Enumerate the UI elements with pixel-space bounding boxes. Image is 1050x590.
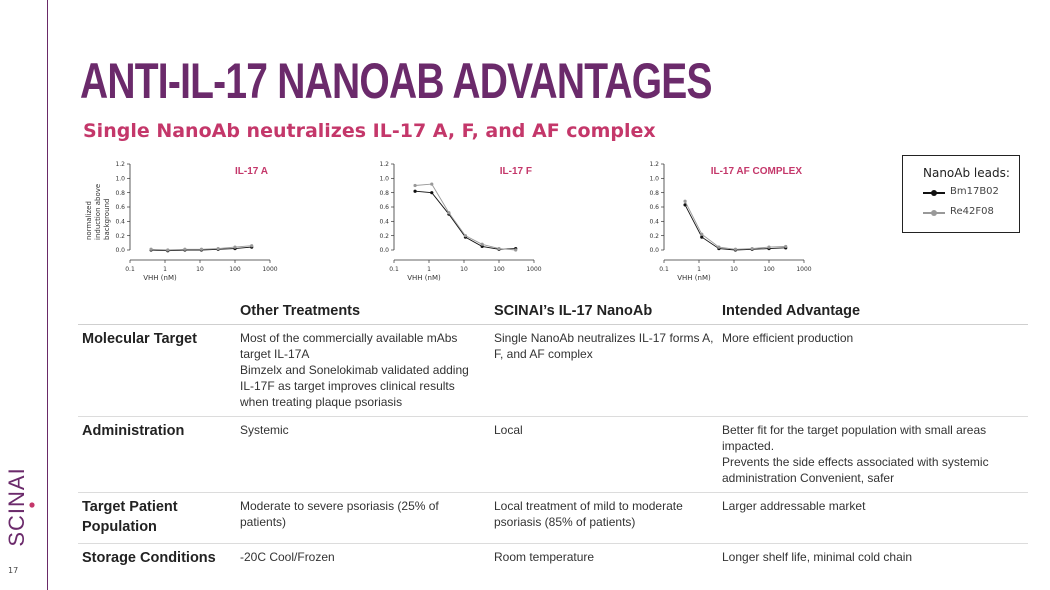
y-tick-label: 0.6: [115, 204, 125, 212]
y-tick-label: 0.4: [115, 218, 125, 226]
x-tick-label: 1000: [526, 266, 542, 273]
x-tick-label: 10: [460, 266, 468, 273]
y-tick-label: 1.0: [115, 175, 125, 183]
data-point-re42f08: [413, 184, 416, 187]
cell-line: Larger addressable market: [722, 499, 866, 513]
chart-title-il-17-a: IL-17 A: [235, 166, 268, 177]
cell-line: Moderate to severe psoriasis (25% of patients): [240, 499, 439, 529]
x-tick-label: 1: [697, 266, 701, 273]
y-tick-label: 0.6: [379, 204, 389, 212]
y-tick-label: 0.4: [649, 218, 659, 226]
cell-scinai: [490, 417, 718, 493]
cell-other: [236, 325, 490, 417]
data-point-re42f08: [751, 247, 754, 250]
legend-swatch-marker: [931, 190, 937, 196]
cell-line: Longer shelf life, minimal cold chain: [722, 550, 913, 564]
cell-other: [236, 417, 490, 493]
table-row: [78, 493, 1028, 544]
cell-advantage: [718, 417, 1028, 493]
x-tick-label: 1000: [796, 266, 812, 273]
svg-text:SCINAI: SCINAI: [4, 467, 29, 547]
x-axis-label: VHH (nM): [407, 274, 441, 282]
cell-other: [236, 544, 490, 575]
x-tick-label: 1: [427, 266, 431, 273]
x-tick-label: 1: [163, 266, 167, 273]
cell-line: -20C Cool/Frozen: [240, 550, 335, 564]
y-axis-label: normalized: [85, 201, 93, 240]
cell-line: Single NanoAb neutralizes IL-17 forms A, F, and AF complex: [494, 331, 714, 361]
x-tick-label: 10: [196, 266, 204, 273]
x-tick-label: 100: [229, 266, 241, 273]
data-point-re42f08: [447, 211, 450, 214]
scinai-logo: [2, 462, 42, 552]
cell-line: Local treatment of mild to moderate psoriasis (85% of patients): [494, 499, 683, 529]
data-point-re42f08: [717, 246, 720, 249]
y-axis-label: background: [103, 198, 111, 240]
y-tick-label: 0.8: [649, 189, 659, 197]
series-line-re42f08: [685, 201, 786, 249]
y-tick-label: 0.2: [649, 232, 659, 240]
y-tick-label: 1.2: [649, 161, 659, 169]
data-point-re42f08: [464, 234, 467, 237]
y-tick-label: 0.8: [115, 189, 125, 197]
cell-line: Room temperature: [494, 550, 595, 564]
cell-line: Better fit for the target population with small areas impacted.: [722, 423, 987, 453]
y-tick-label: 1.2: [115, 161, 125, 169]
x-tick-label: 1000: [262, 266, 278, 273]
y-tick-label: 0.2: [379, 232, 389, 240]
y-tick-label: 1.2: [379, 161, 389, 169]
series-line-re42f08: [415, 184, 516, 250]
table-header-intended-advantage: Intended Advantage: [718, 300, 1028, 325]
data-point-re42f08: [734, 248, 737, 251]
series-line-bm17b02: [685, 205, 786, 250]
data-point-re42f08: [481, 243, 484, 246]
data-point-re42f08: [683, 200, 686, 203]
data-point-re42f08: [700, 233, 703, 236]
row-label: Target Patient Population: [78, 493, 236, 544]
row-label: Molecular Target: [78, 325, 236, 417]
x-tick-label: 0.1: [125, 266, 135, 273]
comparison-table: [78, 300, 1028, 574]
table-header-other-treatments: Other Treatments: [236, 300, 490, 325]
data-point-re42f08: [217, 247, 220, 250]
page-title: ANTI-IL-17 NANOAB ADVANTAGES: [80, 53, 712, 109]
data-point-re42f08: [149, 248, 152, 251]
data-point-re42f08: [250, 244, 253, 247]
table-row: [78, 325, 1028, 417]
x-axis-label: VHH (nM): [143, 274, 177, 282]
x-axis-label: VHH (nM): [677, 274, 711, 282]
table-header-scinai-nanoab: SCINAI’s IL-17 NanoAb: [490, 300, 718, 325]
data-point-re42f08: [497, 247, 500, 250]
data-point-re42f08: [183, 248, 186, 251]
y-tick-label: 0.0: [379, 247, 389, 255]
y-tick-label: 0.8: [379, 189, 389, 197]
x-tick-label: 100: [493, 266, 505, 273]
x-tick-label: 100: [763, 266, 775, 273]
data-point-re42f08: [166, 248, 169, 251]
x-tick-label: 0.1: [659, 266, 669, 273]
chart-title-il-17-f: IL-17 F: [499, 166, 532, 177]
cell-line: Systemic: [240, 423, 289, 437]
y-tick-label: 0.2: [115, 232, 125, 240]
data-point-re42f08: [200, 248, 203, 251]
legend-title: NanoAb leads:: [923, 166, 1010, 180]
chart-title-il-17-af-complex: IL-17 AF COMPLEX: [710, 166, 802, 177]
cell-advantage: [718, 325, 1028, 417]
cell-scinai: [490, 493, 718, 544]
row-label: Storage Conditions: [82, 550, 216, 566]
cell-scinai: [490, 544, 718, 575]
cell-line: Bimzelx and Sonelokimab validated adding IL-17F as target improves clinical results when treating plaque psoriasis: [240, 363, 469, 409]
page-number: 17: [8, 566, 19, 575]
cell-line: Prevents the side effects associated with systemic administration Convenient, safer: [722, 455, 989, 485]
page-subtitle: Single NanoAb neutralizes IL-17 A, F, and AF complex: [83, 120, 656, 142]
cell-line: More efficient production: [722, 331, 854, 345]
legend-label: Re42F08: [950, 206, 994, 217]
table-row: [78, 417, 1028, 493]
series-line-bm17b02: [415, 191, 516, 249]
y-tick-label: 0.4: [379, 218, 389, 226]
data-point-re42f08: [430, 182, 433, 185]
x-tick-label: 0.1: [389, 266, 399, 273]
cell-scinai: [490, 325, 718, 417]
chart-legend: [902, 155, 1020, 233]
data-point-re42f08: [784, 245, 787, 248]
left-divider-line: [47, 0, 48, 590]
legend-label: Bm17B02: [950, 186, 999, 197]
table-row: [78, 544, 1028, 575]
data-point-bm17b02: [700, 236, 703, 239]
data-point-re42f08: [767, 246, 770, 249]
data-point-bm17b02: [413, 190, 416, 193]
y-tick-label: 0.0: [115, 247, 125, 255]
cell-advantage: [718, 493, 1028, 544]
data-point-bm17b02: [430, 191, 433, 194]
y-tick-label: 1.0: [649, 175, 659, 183]
table-header-blank: [78, 300, 236, 325]
chart-il17a: [78, 158, 293, 288]
x-tick-label: 10: [730, 266, 738, 273]
chart-il17f: [342, 158, 557, 288]
cell-advantage: [718, 544, 1028, 575]
data-point-re42f08: [233, 246, 236, 249]
cell-line: Most of the commercially available mAbs target IL-17A: [240, 331, 458, 361]
cell-other: [236, 493, 490, 544]
cell-line: Local: [494, 423, 523, 437]
y-axis-label: induction above: [94, 183, 102, 240]
y-tick-label: 0.0: [649, 247, 659, 255]
data-point-re42f08: [514, 248, 517, 251]
legend-swatch-marker: [931, 210, 937, 216]
y-tick-label: 1.0: [379, 175, 389, 183]
chart-il17af-complex: [612, 158, 847, 288]
row-label: Administration: [78, 417, 236, 493]
table-header-row: [78, 300, 1028, 325]
y-tick-label: 0.6: [649, 204, 659, 212]
